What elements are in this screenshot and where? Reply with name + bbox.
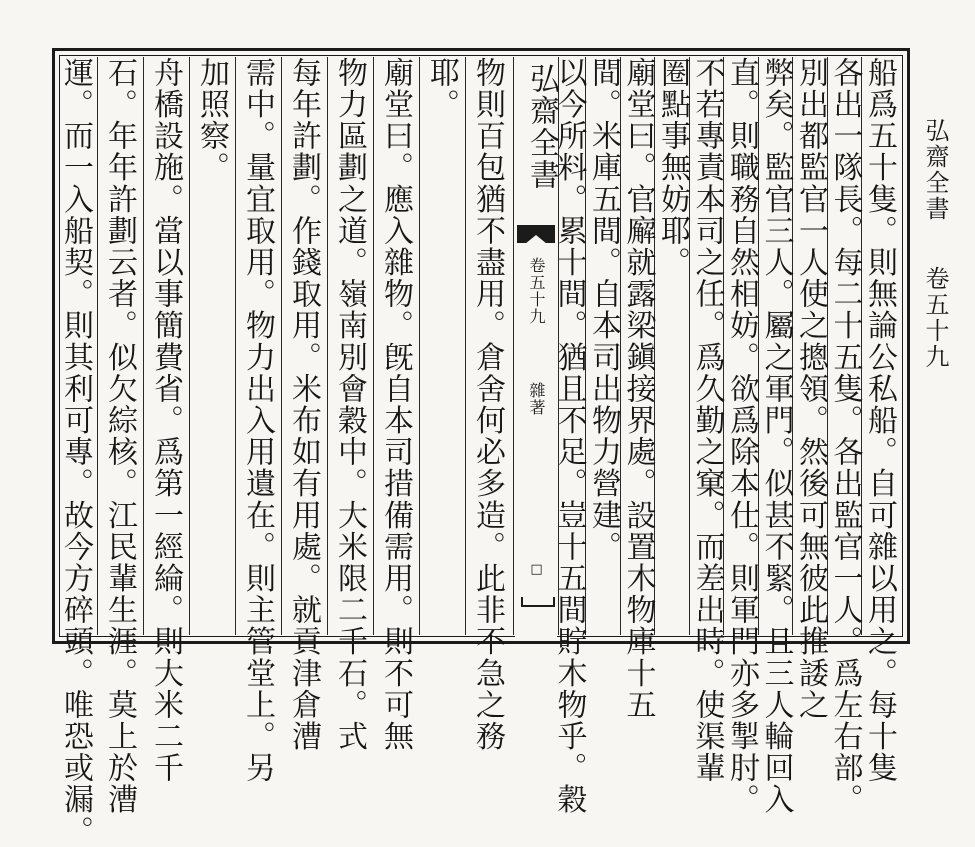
- column-rule: [465, 57, 466, 635]
- fold-bracket-ornament-icon: [521, 597, 555, 607]
- fold-category-label: 雜著: [527, 382, 546, 416]
- page-frame: [52, 48, 910, 847]
- text-column-8: 廟堂曰。官廨就露梁鎭接界處。設置木物庫十五: [620, 57, 656, 721]
- text-column-1: 船爲五十隻。則無論公私船。自可雜以用之。每十隻: [862, 57, 897, 784]
- column-rule: [373, 57, 374, 635]
- column-rule: [281, 57, 282, 635]
- text-column-14: 物力區劃之道。嶺南別會穀中。大米限二千石。式: [332, 57, 367, 753]
- text-column-18: 舟橋設施。當以事簡費省。爲第一經綸。則大米二千: [148, 57, 183, 784]
- text-column-4: 弊矣。監官三人。屬之軍門。似甚不緊。且三人輪回入: [758, 57, 794, 816]
- text-column-5: 直。則職務自然相妨。欲爲除本仕。則軍門亦多掣肘。: [724, 57, 759, 816]
- column-rule: [327, 57, 328, 635]
- text-column-19: 石。年年許劃云者。似欠綜核。江民輩生涯。莫上於漕: [102, 57, 137, 816]
- text-column-16: 需中。量宜取用。物力出入用遺在。則主管堂上。另: [240, 57, 275, 784]
- column-rule: [513, 57, 514, 635]
- running-head-volume: 卷五十九: [921, 266, 949, 370]
- text-column-13: 廟堂曰。應入雜物。旣自本司措備需用。則不可無: [378, 57, 413, 753]
- column-rule: [235, 57, 236, 635]
- text-column-20: 運。而一入船契。則其利可專。故今方碎頭。唯恐或漏。: [58, 57, 93, 847]
- fishtail-ornament-icon: [517, 225, 555, 243]
- text-column-7: 圈點事無妨耶。: [655, 57, 690, 279]
- column-rule: [143, 57, 144, 635]
- fold-book-title: 弘齋全書: [524, 63, 559, 191]
- running-head-book-title: 弘齋全書: [921, 118, 949, 222]
- column-rule: [189, 57, 190, 635]
- fold-center-column: [515, 57, 557, 637]
- text-column-2: 各出一隊長。每二十五隻。各出監官一人。爲左右部。: [827, 57, 863, 816]
- text-column-6: 不若專責本司之任。爲久勤之窠。而差出時。使渠輩: [689, 57, 725, 784]
- text-column-3: 別出都監官一人使之摠領。然後可無彼此推諉之: [793, 57, 828, 721]
- text-column-10: 以今所料。累十間。猶且不足。豈十五間貯木物乎。穀: [551, 57, 587, 816]
- text-column-11: 物則百包猶不盡用。倉舍何必多造。此非不急之務: [470, 57, 505, 753]
- fold-volume-label: 卷五十九: [527, 257, 546, 325]
- column-rule: [419, 57, 420, 635]
- text-column-9: 間。米庫五間。自本司出物力營建。: [586, 57, 621, 563]
- column-rule: [97, 57, 98, 635]
- fold-page-number: □: [529, 562, 544, 577]
- text-column-15: 每年許劃。作錢取用。米布如有用處。就貢津倉漕: [286, 57, 321, 753]
- text-column-12: 耶。: [424, 57, 459, 121]
- text-column-17: 加照察。: [194, 57, 229, 184]
